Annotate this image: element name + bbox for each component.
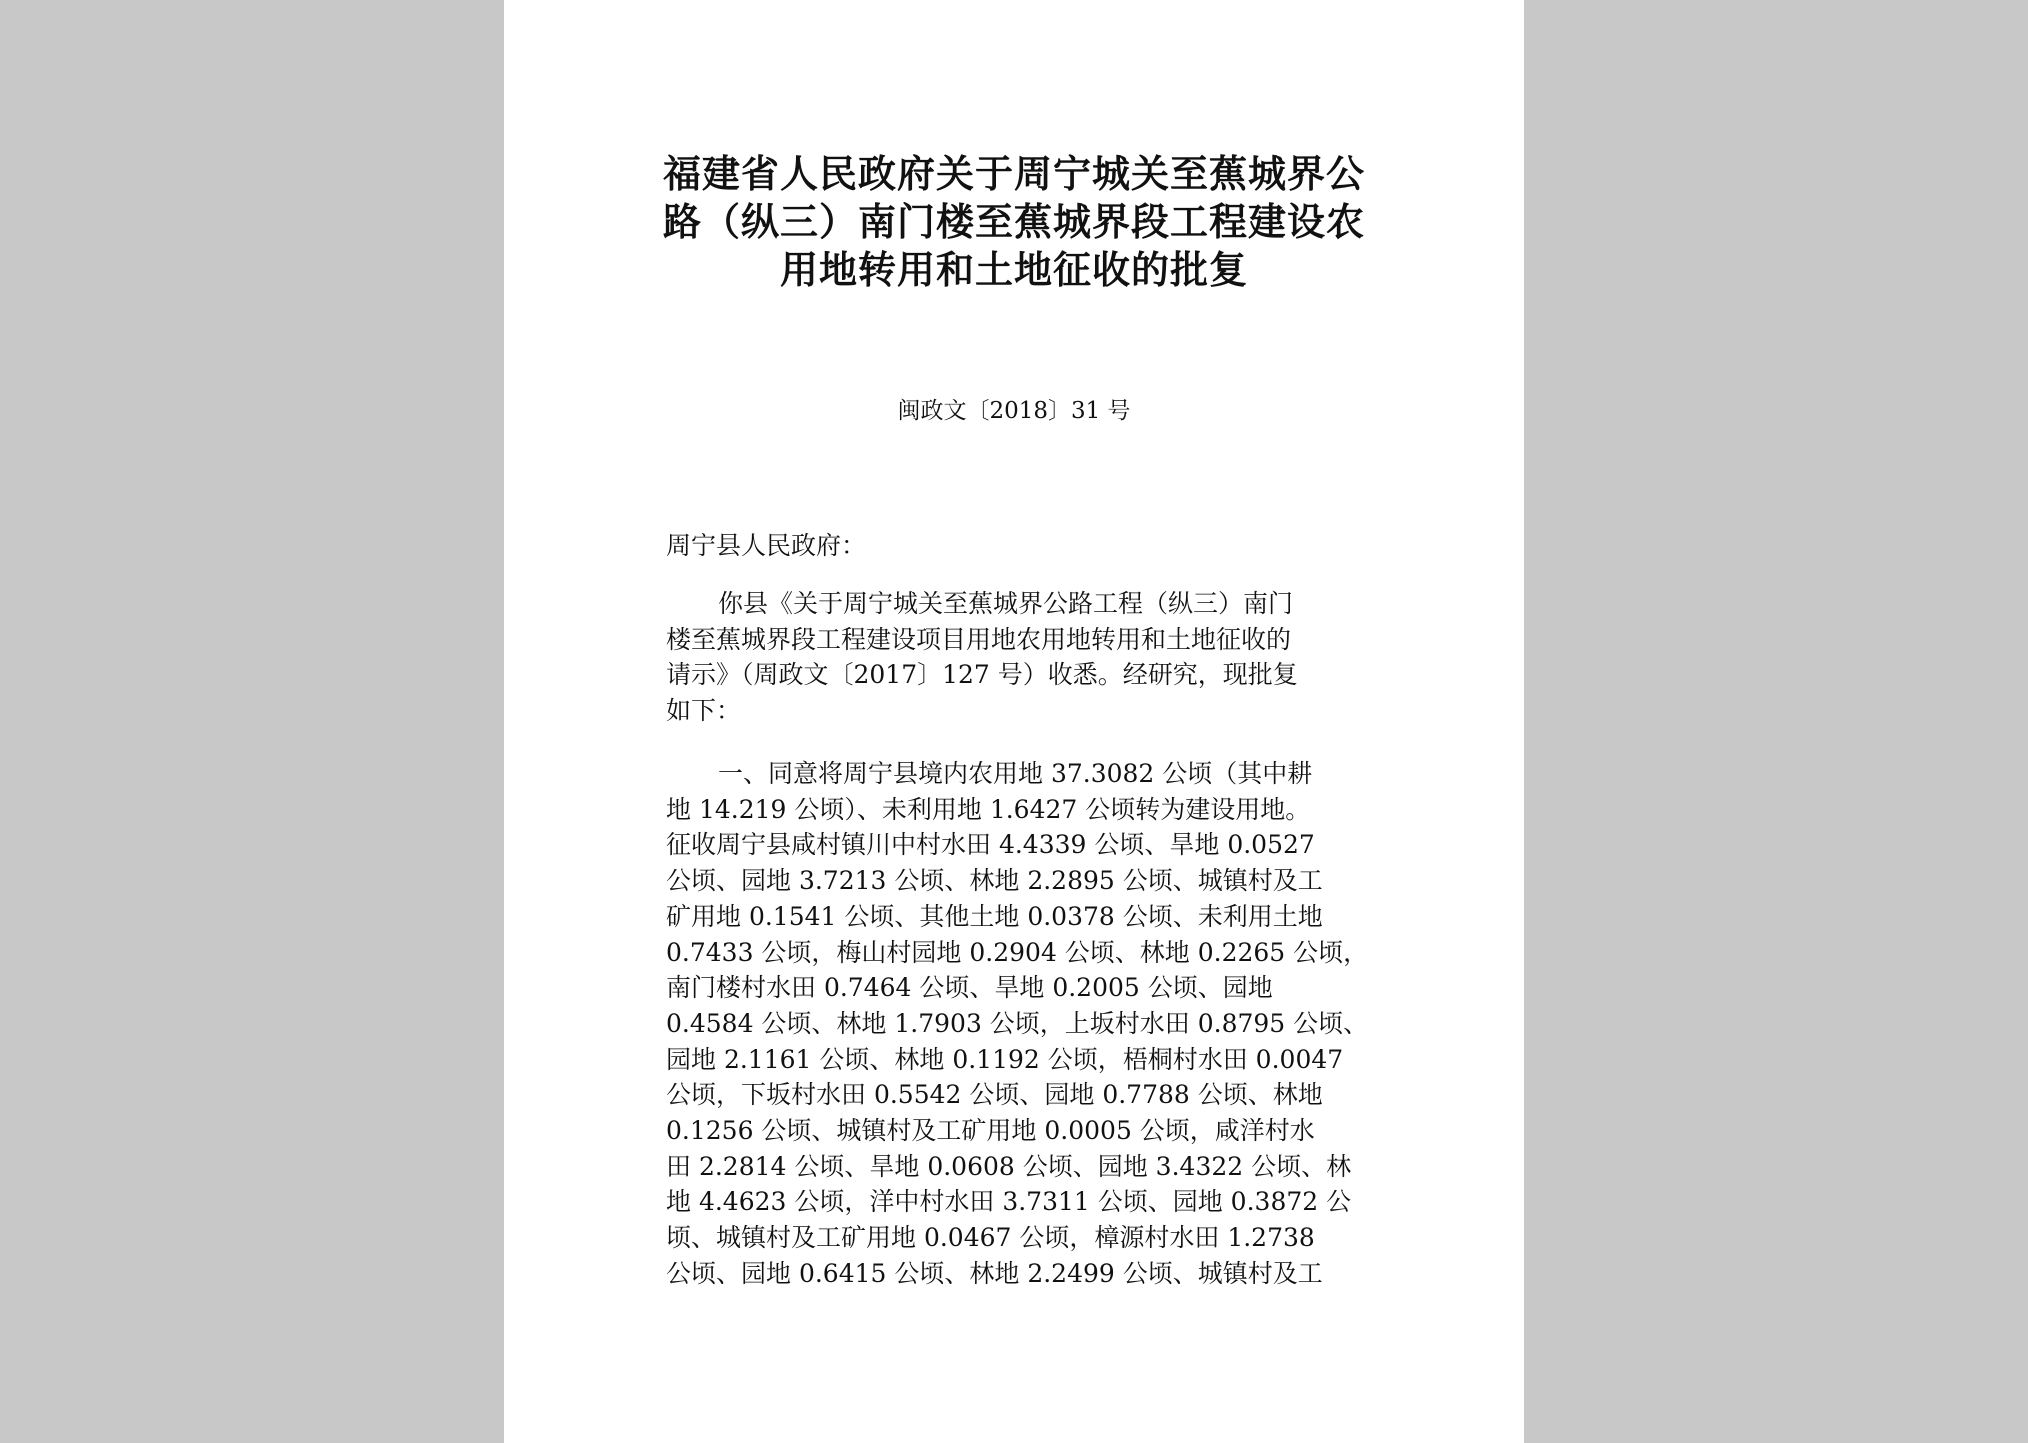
paragraph-line: 0.7433 公顷，梅山村园地 0.2904 公顷、林地 0.2265 公顷， [666, 937, 1369, 967]
paragraph-line: 如下： [666, 696, 742, 726]
paragraph-line: 顷、城镇村及工矿用地 0.0467 公顷，樟源村水田 1.2738 [666, 1223, 1315, 1253]
paragraph-line: 你县《关于周宁城关至蕉城界公路工程（纵三）南门 [718, 589, 1294, 618]
paragraph-line: 地 14.219 公顷）、未利用地 1.6427 公顷转为建设用地。 [666, 794, 1311, 824]
paragraph-intro [666, 586, 1386, 729]
document-page [504, 0, 1524, 1443]
paragraph-approval-item-1 [666, 756, 1386, 1292]
paragraph-line: 南门楼村水田 0.7464 公顷、旱地 0.2005 公顷、园地 [666, 973, 1273, 1003]
salutation [666, 528, 1386, 564]
paragraph-line: 公顷，下坂村水田 0.5542 公顷、园地 0.7788 公顷、林地 [666, 1080, 1323, 1110]
salutation-text: 周宁县人民政府： [666, 531, 867, 560]
paragraph-line: 园地 2.1161 公顷、林地 0.1192 公顷，梧桐村水田 0.0047 [666, 1044, 1344, 1074]
paragraph-line: 田 2.2814 公顷、旱地 0.0608 公顷、园地 3.4322 公顷、林 [666, 1151, 1352, 1181]
paragraph-line: 楼至蕉城界段工程建设项目用地农用地转用和土地征收的 [666, 624, 1292, 654]
paragraph-line: 公顷、园地 0.6415 公顷、林地 2.2499 公顷、城镇村及工 [666, 1258, 1323, 1288]
paragraph-line: 一、同意将周宁县境内农用地 37.3082 公顷（其中耕 [718, 759, 1313, 788]
paragraph-line: 征收周宁县咸村镇川中村水田 4.4339 公顷、旱地 0.0527 [666, 830, 1315, 860]
title-line: 福建省人民政府关于周宁城关至蕉城界公 [662, 152, 1365, 196]
paragraph-line: 请示》（周政文〔2017〕127 号）收悉。经研究，现批复 [666, 660, 1298, 690]
document-title [644, 150, 1384, 294]
paragraph-line: 0.1256 公顷、城镇村及工矿用地 0.0005 公顷，咸洋村水 [666, 1116, 1315, 1146]
paragraph-line: 公顷、园地 3.7213 公顷、林地 2.2895 公顷、城镇村及工 [666, 866, 1323, 896]
document-number: 闽政文〔2018〕31 号 [897, 398, 1131, 424]
paragraph-line: 矿用地 0.1541 公顷、其他土地 0.0378 公顷、未利用土地 [666, 901, 1323, 931]
title-line: 用地转用和土地征收的批复 [779, 248, 1248, 292]
paragraph-line: 地 4.4623 公顷，洋中村水田 3.7311 公顷、园地 0.3872 公 [666, 1187, 1352, 1217]
paragraph-line: 0.4584 公顷、林地 1.7903 公顷，上坂村水田 0.8795 公顷、 [666, 1008, 1369, 1038]
title-line: 路（纵三）南门楼至蕉城界段工程建设农 [662, 200, 1365, 244]
